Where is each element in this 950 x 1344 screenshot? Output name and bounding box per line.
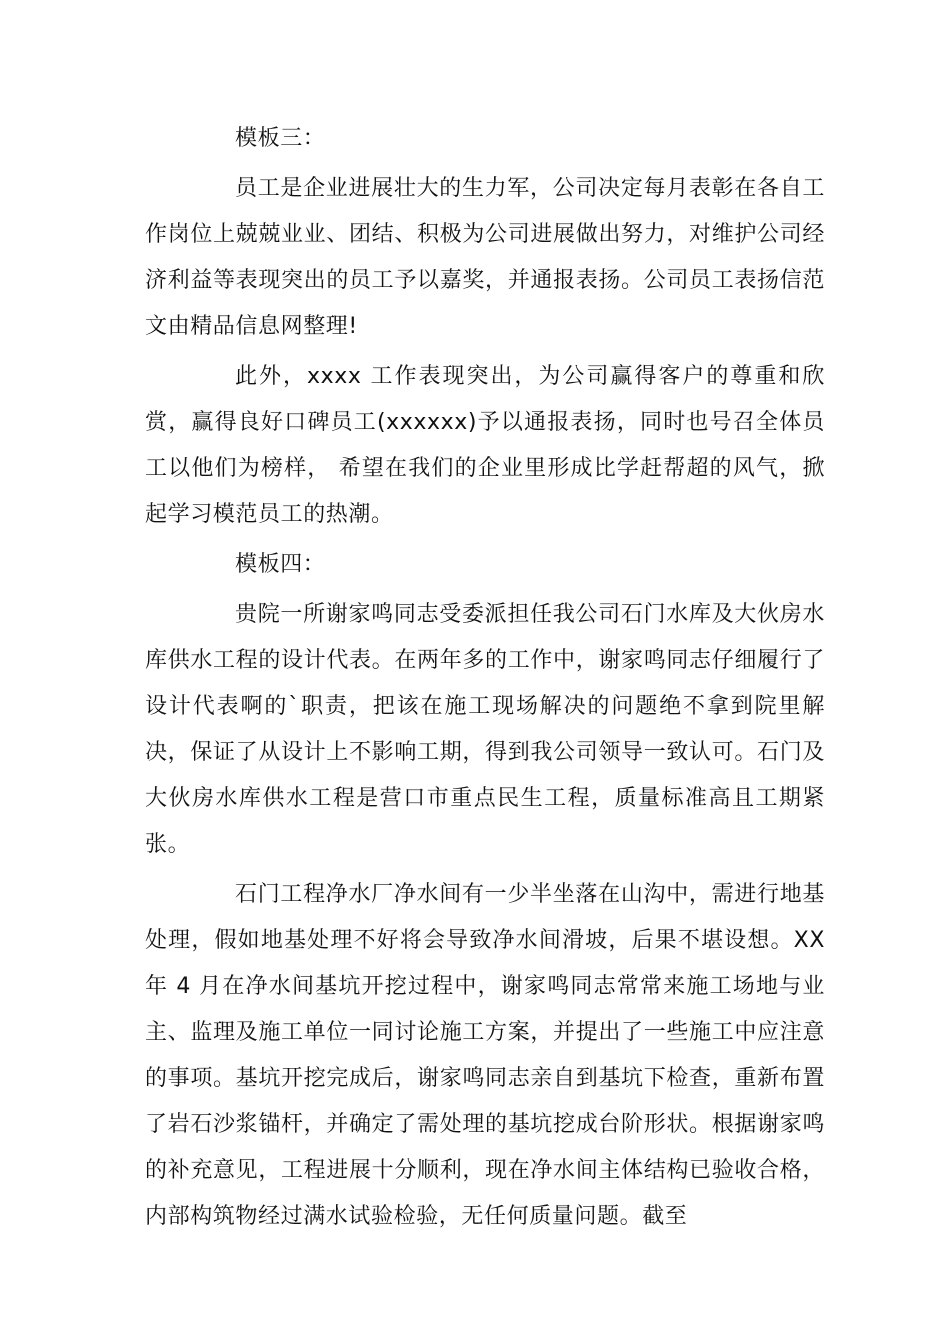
section-heading-template-4: 模板四： bbox=[235, 552, 326, 577]
paragraph: 员工是企业进展壮大的生力军，公司决定每月表彰在各自工作岗位上兢兢业业、团结、积极为公司进展做出努力，对维护公司经济利益等表现突出的员工予以嘉奖，并通报表扬。公司员工表扬信范文由精品信息网整理! bbox=[145, 176, 825, 339]
section-heading-template-3: 模板三： bbox=[235, 126, 326, 151]
paragraph: 贵院一所谢家鸣同志受委派担任我公司石门水库及大伙房水库供水工程的设计代表。在两年多的工作中，谢家鸣同志仔细履行了设计代表啊的`职责，把该在施工现场解决的问题绝不拿到院里解决，保证了从设计上不影响工期，得到我公司领导一致认可。石门及大伙房水库供水工程是营口市重点民生工程，质量标准高且工期紧张。 bbox=[145, 602, 825, 857]
paragraph: 石门工程净水厂净水间有一少半坐落在山沟中，需进行地基处理，假如地基处理不好将会导致净水间滑坡，后果不堪设想。XX 年 4 月在净水间基坑开挖过程中，谢家鸣同志常常来施工场地与业主、监理及施工单位一同讨论施工方案，并提出了一些施工中应注意的事项。基坑开挖完成后，谢家鸣同志亲自到基坑下检查，重新布置了岩石沙浆锚杆，并确定了需处理的基坑挖成台阶形状。根据谢家鸣的补充意见，工程进展十分顺利，现在净水间主体结构已验收合格，内部构筑物经过满水试验检验，无任何质量问题。截至 bbox=[145, 882, 825, 1229]
paragraph: 此外，xxxx 工作表现突出，为公司赢得客户的尊重和欣赏，赢得良好口碑员工(xxxxxx)予以通报表扬，同时也号召全体员工以他们为榜样， 希望在我们的企业里形成比学赶帮超的风气，掀起学习模范员工的热潮。 bbox=[145, 364, 825, 527]
document-body bbox=[145, 116, 825, 1244]
